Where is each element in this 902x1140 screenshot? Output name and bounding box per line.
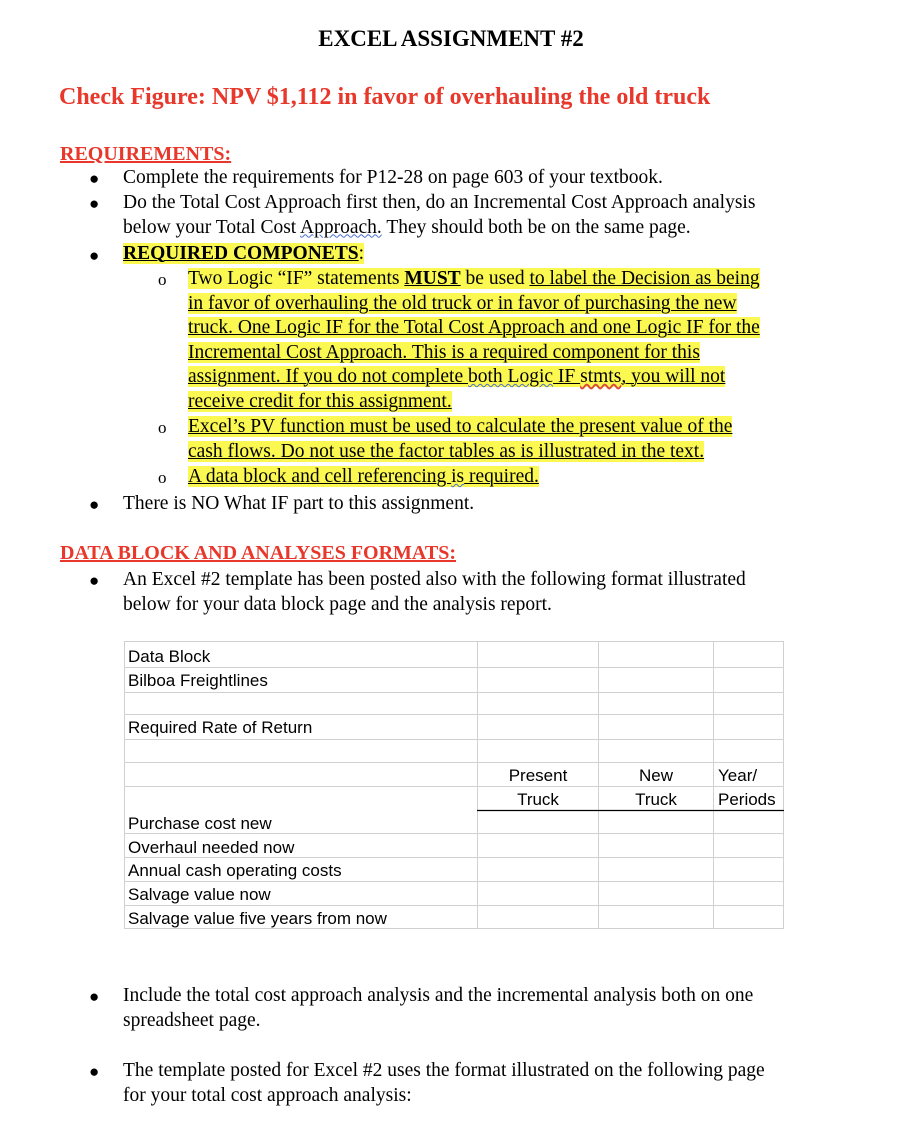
bullet-icon: ●: [89, 1062, 100, 1081]
bottom-item-1-line1: Include the total cost approach analysis and the incremental analysis both on one: [123, 985, 754, 1006]
sub2-line2: cash flows. Do not use the factor tables as is illustrated in the text.: [188, 440, 705, 462]
sub1-line6: receive credit for this assignment.: [188, 390, 452, 412]
col-header-present-2: Truck: [517, 790, 559, 809]
bottom-item-1: [123, 984, 753, 1033]
sub1-line5d: stmts: [580, 366, 622, 387]
requirement-item-2-line1: Do the Total Cost Approach first then, do an Incremental Cost Approach analysis: [123, 192, 756, 213]
sub1-line5a: assignment. If you do not complete: [188, 366, 468, 387]
sub2-line1: Excel’s PV function must be used to calculate the present value of the: [188, 416, 733, 437]
sub1-pre: Two Logic “IF” statements: [188, 268, 405, 289]
requirement-item-2-line2a: below your Total Cost: [123, 216, 301, 238]
col-header-new-2: Truck: [635, 790, 677, 809]
requirement-item-1: Complete the requirements for P12-28 on page 603 of your textbook.: [123, 167, 663, 188]
table-row-label: Salvage value five years from now: [128, 909, 387, 928]
check-figure: Check Figure: NPV $1,112 in favor of overhauling the old truck: [59, 84, 711, 110]
col-header-present-1: Present: [508, 766, 568, 785]
sub3b: is: [451, 466, 465, 487]
requirement-item-2-line2c: They should both be on the same page.: [381, 216, 691, 238]
required-components-label: REQUIRED COMPONETS: [123, 243, 359, 264]
sub1-line2: in favor of overhauling the old truck or in favor of purchasing the new: [188, 292, 737, 314]
sub1-mid: be used: [460, 268, 530, 289]
formats-item-1-line1: An Excel #2 template has been posted also with the following format illustrated: [123, 569, 746, 590]
bullet-icon: ●: [89, 246, 100, 265]
bottom-item-1-line2: spreadsheet page.: [123, 1009, 261, 1031]
sub1-line1: to label the Decision as being: [529, 268, 760, 289]
formats-heading: DATA BLOCK AND ANALYSES FORMATS:: [60, 542, 456, 564]
sub1-line4: Incremental Cost Approach. This is a required component for this: [188, 341, 700, 363]
sub-bullet-icon: o: [158, 418, 167, 437]
sub-bullet-icon: o: [158, 468, 167, 487]
bottom-item-2: [123, 1059, 765, 1108]
formats-item-1-line2: below for your data block page and the analysis report.: [123, 593, 552, 615]
requirements-heading: REQUIREMENTS:: [60, 143, 232, 165]
page-title: EXCEL ASSIGNMENT #2: [318, 26, 584, 51]
bullet-icon: ●: [89, 169, 100, 188]
requirement-item-2-line2b: Approach.: [300, 216, 382, 238]
table-row-label: Purchase cost new: [128, 814, 272, 833]
col-header-year-2: Periods: [718, 790, 776, 809]
bullet-icon: ●: [89, 571, 100, 590]
sub1-line5c: IF: [553, 366, 581, 387]
bullet-icon: ●: [89, 987, 100, 1006]
sub1-line5e: , you will not: [621, 366, 726, 387]
col-header-year-1: Year/: [718, 766, 758, 785]
bottom-item-2-line2: for your total cost approach analysis:: [123, 1084, 412, 1106]
table-row-label: Salvage value now: [128, 885, 271, 904]
table-row-label: Annual cash operating costs: [128, 861, 342, 880]
sub1-must: MUST: [404, 268, 461, 289]
table-title-data-block: Data Block: [128, 647, 211, 666]
sub1-line3: truck. One Logic IF for the Total Cost Approach and one Logic IF for the: [188, 317, 760, 338]
bottom-item-2-line1: The template posted for Excel #2 uses the format illustrated on the following page: [123, 1060, 765, 1081]
required-components-colon: :: [358, 243, 365, 264]
sub3c: required.: [464, 466, 539, 487]
sub3a: A data block and cell referencing: [188, 466, 452, 487]
table-title-company: Bilboa Freightlines: [128, 671, 268, 690]
bullet-icon: ●: [89, 495, 100, 514]
table-rate-label: Required Rate of Return: [128, 718, 313, 737]
requirement-item-4: There is NO What IF part to this assignment.: [123, 493, 475, 514]
sub-bullet-icon: o: [158, 270, 167, 289]
col-header-new-1: New: [638, 766, 673, 785]
sub1-line5b: both Logic: [468, 366, 554, 387]
bullet-icon: ●: [89, 194, 100, 213]
table-row-label: Overhaul needed now: [128, 838, 295, 857]
